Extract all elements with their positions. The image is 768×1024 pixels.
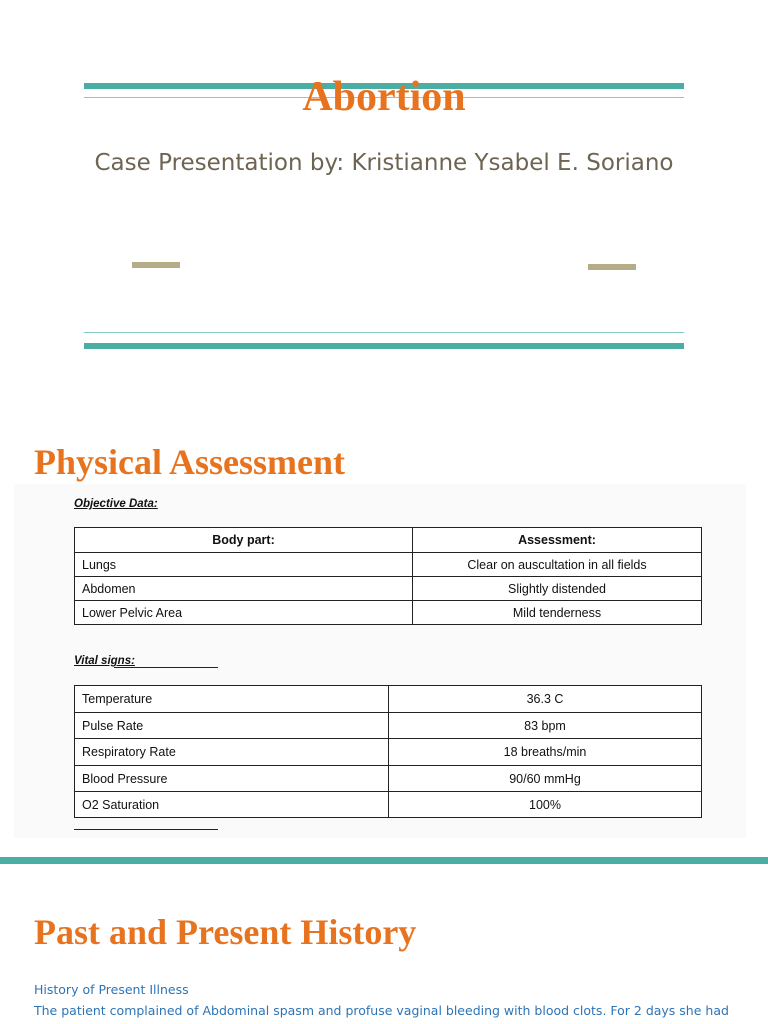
objective-data-label: Objective Data: [74, 498, 158, 510]
body-part-cell: Lower Pelvic Area [75, 601, 413, 625]
table-row [75, 686, 702, 713]
vital-value-cell: 36.3 C [389, 686, 702, 713]
slide-subtitle: Case Presentation by: Kristianne Ysabel E. Soriano [94, 150, 674, 176]
physical-assessment-title: Physical Assessment [34, 442, 346, 482]
assessment-cell: Mild tenderness [413, 601, 702, 625]
assessment-cell: Clear on auscultation in all fields [413, 553, 702, 577]
table-header-row [75, 528, 702, 553]
table-row [75, 713, 702, 739]
vital-name-cell: Blood Pressure [75, 766, 389, 792]
table-row [75, 553, 702, 577]
body-part-cell: Lungs [75, 553, 413, 577]
history-text: The patient complained of Abdominal spasm and profuse vaginal bleeding with blood clots. For 2 days she had [34, 1003, 729, 1018]
table-row [75, 739, 702, 766]
vital-signs-table [74, 685, 702, 818]
header-assessment: Assessment: [413, 528, 702, 553]
vital-value-cell: 90/60 mmHg [389, 766, 702, 792]
header-body-part: Body part: [75, 528, 413, 553]
table-row [75, 792, 702, 818]
vital-signs-label: Vital signs: [74, 655, 135, 667]
vital-name-cell: Pulse Rate [75, 713, 389, 739]
vital-name-cell: Temperature [75, 686, 389, 713]
vital-value-cell: 100% [389, 792, 702, 818]
vital-name-cell: O2 Saturation [75, 792, 389, 818]
table-row [75, 766, 702, 792]
vital-signs-underline [114, 667, 218, 668]
vital-value-cell: 83 bpm [389, 713, 702, 739]
body-part-cell: Abdomen [75, 577, 413, 601]
assessment-cell: Slightly distended [413, 577, 702, 601]
slide-divider [0, 857, 768, 864]
decor-dash-right [588, 264, 636, 270]
bottom-rule-thick [84, 343, 684, 349]
assessment-document [14, 484, 746, 838]
history-of-present-illness-label: History of Present Illness [34, 982, 189, 997]
table-row [75, 601, 702, 625]
history-title: Past and Present History [34, 912, 417, 952]
decor-dash-left [132, 262, 180, 268]
objective-table [74, 527, 702, 625]
table-row [75, 577, 702, 601]
bottom-rule-thin [84, 332, 684, 333]
trailing-underline [74, 829, 218, 830]
vital-value-cell: 18 breaths/min [389, 739, 702, 766]
vital-name-cell: Respiratory Rate [75, 739, 389, 766]
slide-title: Abortion [302, 74, 466, 120]
